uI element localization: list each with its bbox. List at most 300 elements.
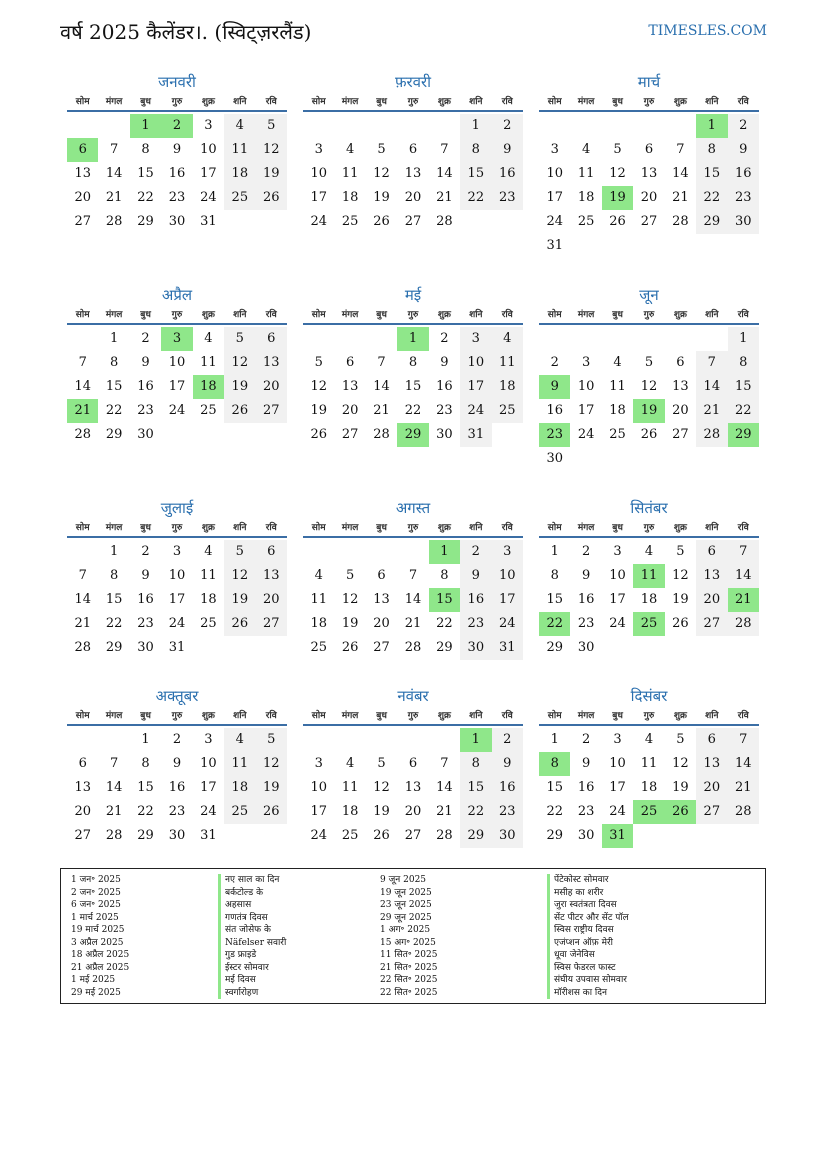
weekday-label: शनि [705, 97, 719, 107]
month-name: अगस्त [395, 499, 431, 517]
empty-cell [334, 540, 365, 564]
holiday-name: बर्कटोल्ड के [218, 887, 286, 900]
day-cell: 19 [672, 780, 689, 795]
weekday-label: बुध [376, 310, 387, 320]
weekday-label: बुध [140, 711, 151, 721]
day-cell: 2 [460, 540, 491, 564]
weekday-label: सोम [75, 97, 90, 107]
holiday-name: धूवा जेनेविस [547, 949, 629, 962]
weekday-label: रवि [501, 310, 513, 320]
day-cell-holiday: 2 [161, 114, 192, 138]
day-cell: 24 [310, 828, 327, 843]
day-cell: 12 [672, 568, 689, 583]
day-cell: 16 [728, 162, 759, 186]
day-cell-holiday: 8 [539, 752, 570, 776]
day-cell: 6 [676, 355, 685, 370]
day-cell: 7 [78, 355, 87, 370]
day-cell: 5 [676, 544, 685, 559]
day-cell: 15 [696, 162, 727, 186]
day-cell: 16 [492, 162, 523, 186]
empty-cell [67, 728, 98, 752]
day-cell: 30 [492, 824, 523, 848]
weekday-label: गुरु [643, 310, 655, 320]
weekday-label: शुक्र [201, 711, 215, 721]
empty-cell [303, 728, 334, 752]
day-cell: 23 [577, 804, 595, 819]
weekday-label: बुध [376, 97, 387, 107]
weekday-label: शुक्र [437, 310, 451, 320]
weekday-label: शनि [469, 711, 483, 721]
weekday-header [67, 708, 287, 726]
day-cell: 18 [224, 776, 255, 800]
day-cell: 10 [609, 756, 626, 771]
day-cell: 20 [74, 804, 91, 819]
day-cell: 4 [492, 327, 523, 351]
holiday-date: 21 सित॰ 2025 [380, 962, 438, 973]
empty-cell [397, 540, 428, 564]
day-cell: 19 [256, 162, 287, 186]
weekday-label: शनि [469, 523, 483, 533]
empty-cell [303, 327, 334, 351]
day-cell: 14 [74, 592, 91, 607]
empty-cell [67, 327, 98, 351]
day-cell: 5 [224, 540, 255, 564]
day-cell: 6 [78, 756, 87, 771]
day-cell: 25 [341, 214, 359, 229]
day-cell: 23 [137, 616, 154, 631]
day-cell: 28 [373, 427, 390, 442]
day-cell: 1 [460, 114, 491, 138]
day-cell: 25 [492, 399, 523, 423]
day-cell: 14 [696, 375, 727, 399]
holiday-name: मसीह का शरीर [547, 887, 629, 900]
day-cell: 28 [105, 214, 123, 229]
weekday-label: शुक्र [673, 711, 687, 721]
day-cell-holiday: 1 [429, 540, 460, 564]
day-cell: 30 [460, 636, 491, 660]
day-cell: 3 [581, 355, 591, 370]
day-cell: 5 [314, 355, 323, 370]
weekday-header [539, 520, 759, 538]
day-cell: 24 [609, 616, 626, 631]
day-cell-holiday: 26 [665, 800, 696, 824]
day-cell: 23 [436, 403, 453, 418]
day-cell: 5 [377, 756, 386, 771]
day-cell: 2 [141, 331, 150, 346]
empty-cell [303, 540, 334, 564]
holiday-name: स्विस राष्ट्रीय दिवस [547, 924, 629, 937]
weekday-label: मंगल [105, 711, 123, 721]
day-cell-holiday: 29 [397, 423, 428, 447]
day-cell: 23 [460, 612, 491, 636]
day-cell: 20 [696, 588, 727, 612]
day-cell-holiday: 15 [429, 588, 460, 612]
weekday-label: रवि [501, 97, 513, 107]
day-cell: 24 [460, 399, 491, 423]
day-cell: 11 [200, 568, 217, 583]
weekday-label: बुध [140, 310, 151, 320]
day-cell: 11 [200, 355, 217, 370]
day-cell: 9 [581, 756, 591, 771]
day-cell: 28 [74, 640, 91, 655]
day-cell: 13 [404, 780, 422, 795]
day-cell: 20 [256, 375, 287, 399]
day-cell: 4 [644, 732, 654, 747]
day-cell: 1 [550, 732, 559, 747]
day-cell: 17 [609, 780, 626, 795]
day-cell: 12 [310, 379, 327, 394]
day-cell: 17 [200, 166, 217, 181]
weekday-header [539, 94, 759, 112]
weekday-label: गुरु [643, 97, 655, 107]
day-cell: 5 [224, 327, 255, 351]
empty-cell [633, 327, 664, 351]
day-grid [67, 728, 287, 848]
day-cell: 8 [728, 351, 759, 375]
day-cell: 10 [546, 166, 563, 181]
day-cell: 18 [341, 804, 359, 819]
day-cell: 15 [546, 592, 563, 607]
day-cell: 24 [577, 427, 595, 442]
holiday-date: 23 जून 2025 [380, 900, 432, 910]
day-cell: 2 [440, 331, 449, 346]
day-cell: 15 [546, 780, 563, 795]
day-cell: 19 [373, 190, 390, 205]
day-cell: 20 [640, 190, 658, 205]
day-cell: 3 [613, 732, 622, 747]
empty-cell [67, 114, 98, 138]
day-cell-holiday: 21 [728, 588, 759, 612]
empty-cell [602, 114, 633, 138]
weekday-label: गुरु [407, 97, 419, 107]
weekday-header [539, 708, 759, 726]
day-cell: 18 [640, 592, 658, 607]
weekday-label: शनि [233, 310, 247, 320]
page-title: वर्ष 2025 कैलेंडर।. (स्विट्ज़रलैंड) [60, 20, 312, 44]
day-cell: 6 [696, 540, 727, 564]
day-cell: 20 [672, 403, 689, 418]
site-link[interactable]: TIMESLES.COM [648, 23, 767, 39]
day-cell: 1 [141, 732, 150, 747]
day-cell: 8 [109, 355, 119, 370]
day-cell: 26 [256, 186, 287, 210]
day-cell: 22 [404, 403, 422, 418]
day-cell: 7 [440, 142, 449, 157]
empty-cell [429, 728, 460, 752]
day-cell: 7 [78, 568, 87, 583]
day-cell: 7 [109, 142, 119, 157]
day-grid [539, 114, 759, 258]
day-cell: 10 [310, 780, 327, 795]
day-cell: 3 [204, 118, 213, 133]
day-cell: 26 [640, 427, 658, 442]
weekday-label: सोम [75, 711, 90, 721]
empty-cell [665, 327, 696, 351]
day-cell: 28 [436, 214, 453, 229]
day-cell: 12 [256, 138, 287, 162]
day-cell: 15 [137, 166, 154, 181]
holiday-name: एजंप्शन ऑफ़ मेरी [547, 937, 629, 950]
day-cell: 28 [436, 828, 453, 843]
holiday-name: सेंट पीटर और सेंट पॉल [547, 912, 629, 925]
weekday-label: बुध [612, 711, 623, 721]
weekday-label: गुरु [407, 711, 419, 721]
day-cell: 13 [404, 166, 422, 181]
day-cell: 18 [341, 190, 359, 205]
holiday-date: 18 अप्रैल 2025 [71, 950, 130, 960]
weekday-header [67, 307, 287, 325]
day-cell: 1 [550, 544, 559, 559]
day-cell: 14 [436, 166, 453, 181]
day-cell: 26 [224, 399, 255, 423]
day-cell: 19 [341, 616, 359, 631]
holiday-date: 2 जन॰ 2025 [71, 887, 121, 898]
day-cell: 18 [200, 592, 217, 607]
day-cell: 7 [676, 142, 685, 157]
day-cell: 13 [256, 564, 287, 588]
month-block [303, 70, 523, 234]
day-cell: 20 [696, 776, 727, 800]
day-grid [303, 540, 523, 660]
day-cell: 8 [408, 355, 418, 370]
day-cell: 26 [256, 800, 287, 824]
day-cell: 6 [408, 756, 418, 771]
day-cell: 3 [204, 732, 213, 747]
day-cell: 10 [577, 379, 595, 394]
day-cell: 29 [105, 427, 123, 442]
day-cell: 25 [341, 828, 359, 843]
day-cell: 29 [696, 210, 727, 234]
weekday-label: मंगल [105, 97, 123, 107]
day-cell: 21 [373, 403, 390, 418]
weekday-label: मंगल [105, 310, 123, 320]
day-cell: 21 [105, 190, 123, 205]
day-cell: 18 [224, 162, 255, 186]
day-cell: 19 [256, 776, 287, 800]
weekday-label: सोम [311, 711, 326, 721]
empty-cell [334, 114, 365, 138]
day-cell: 21 [696, 399, 727, 423]
day-cell: 6 [256, 327, 287, 351]
month-name: दिसंबर [630, 687, 668, 705]
day-cell: 12 [373, 166, 390, 181]
day-cell: 26 [224, 612, 255, 636]
day-cell: 15 [460, 776, 491, 800]
day-cell: 4 [224, 728, 255, 752]
weekday-label: रवि [265, 523, 277, 533]
weekday-label: शुक्र [437, 711, 451, 721]
day-cell: 29 [137, 214, 154, 229]
holiday-name: स्वर्गारोहण [218, 987, 286, 1000]
day-cell: 26 [310, 427, 327, 442]
weekday-label: बुध [140, 523, 151, 533]
day-cell: 7 [728, 728, 759, 752]
holiday-name: संत जोसेफ के [218, 924, 286, 937]
weekday-label: गुरु [171, 523, 183, 533]
empty-cell [397, 114, 428, 138]
holiday-names-left [218, 874, 286, 999]
empty-cell [366, 728, 397, 752]
day-cell: 22 [137, 804, 154, 819]
day-cell: 19 [672, 592, 689, 607]
day-cell: 10 [492, 564, 523, 588]
day-cell: 17 [609, 592, 626, 607]
day-grid [539, 540, 759, 660]
day-cell: 28 [404, 640, 422, 655]
day-cell: 16 [168, 166, 186, 181]
day-cell: 8 [141, 756, 150, 771]
empty-cell [570, 327, 601, 351]
day-cell: 14 [105, 780, 123, 795]
day-cell: 7 [728, 540, 759, 564]
day-cell: 1 [109, 544, 119, 559]
day-cell: 5 [644, 355, 654, 370]
day-cell: 27 [404, 214, 422, 229]
holiday-date: 11 सित॰ 2025 [380, 950, 438, 960]
day-cell: 17 [168, 379, 186, 394]
day-cell: 12 [224, 351, 255, 375]
day-cell: 3 [314, 756, 323, 771]
day-cell: 9 [141, 355, 150, 370]
day-cell: 3 [613, 544, 622, 559]
month-block [303, 283, 523, 447]
day-cell: 20 [404, 190, 422, 205]
weekday-header [303, 520, 523, 538]
day-cell: 10 [200, 142, 217, 157]
day-grid [303, 327, 523, 447]
day-cell: 20 [341, 403, 359, 418]
day-cell: 15 [460, 162, 491, 186]
day-cell: 4 [345, 142, 355, 157]
weekday-label: मंगल [577, 711, 595, 721]
day-cell: 14 [728, 752, 759, 776]
day-cell: 9 [581, 568, 591, 583]
weekday-header [539, 307, 759, 325]
holiday-date: 6 जन॰ 2025 [71, 900, 121, 910]
weekday-label: मंगल [105, 523, 123, 533]
day-cell: 3 [492, 540, 523, 564]
day-cell: 29 [436, 640, 453, 655]
holiday-date: 1 जन॰ 2025 [71, 875, 121, 885]
holiday-name: नए साल का दिन [218, 874, 286, 887]
month-block [539, 70, 759, 258]
day-cell: 4 [314, 568, 323, 583]
weekday-label: मंगल [341, 310, 359, 320]
empty-cell [602, 327, 633, 351]
weekday-label: बुध [376, 711, 387, 721]
day-cell: 31 [492, 636, 523, 660]
day-cell: 10 [200, 756, 217, 771]
day-cell: 12 [609, 166, 626, 181]
empty-cell [539, 114, 570, 138]
weekday-header [303, 307, 523, 325]
day-cell: 22 [460, 800, 491, 824]
day-cell: 17 [460, 375, 491, 399]
weekday-label: रवि [265, 711, 277, 721]
day-cell: 22 [105, 403, 123, 418]
holiday-dates-right [380, 874, 437, 999]
day-cell: 6 [408, 142, 418, 157]
day-cell: 19 [224, 588, 255, 612]
holiday-name: गुड फ्राइडे [218, 949, 286, 962]
weekday-header [67, 94, 287, 112]
day-cell: 17 [168, 592, 186, 607]
day-cell: 7 [408, 568, 418, 583]
day-cell: 11 [310, 592, 327, 607]
day-cell: 8 [109, 568, 119, 583]
day-cell: 22 [696, 186, 727, 210]
day-cell: 5 [256, 728, 287, 752]
day-cell: 3 [550, 142, 559, 157]
day-cell: 23 [577, 616, 595, 631]
day-cell: 13 [256, 351, 287, 375]
day-cell: 25 [577, 214, 595, 229]
day-cell: 17 [200, 780, 217, 795]
day-cell: 27 [640, 214, 658, 229]
day-cell-holiday: 22 [539, 612, 570, 636]
day-cell: 30 [436, 427, 453, 442]
empty-cell [98, 728, 129, 752]
holiday-name: जुरा स्वतंत्रता दिवस [547, 899, 629, 912]
day-cell: 12 [224, 564, 255, 588]
day-cell: 21 [436, 190, 453, 205]
day-cell: 30 [168, 828, 186, 843]
day-cell: 31 [546, 238, 563, 253]
day-cell: 8 [141, 142, 150, 157]
day-cell: 27 [696, 612, 727, 636]
weekday-label: गुरु [643, 523, 655, 533]
weekday-header [303, 708, 523, 726]
day-cell: 29 [546, 828, 563, 843]
day-cell: 25 [310, 640, 327, 655]
day-cell: 24 [546, 214, 563, 229]
holiday-legend [60, 868, 766, 1004]
day-cell: 4 [204, 544, 213, 559]
holiday-date: 1 मई 2025 [71, 975, 116, 985]
day-grid [539, 327, 759, 471]
empty-cell [397, 728, 428, 752]
holiday-date: 22 सित॰ 2025 [380, 975, 438, 985]
day-cell: 11 [341, 780, 359, 795]
weekday-label: शुक्र [673, 97, 687, 107]
weekday-label: सोम [547, 97, 562, 107]
day-cell: 25 [224, 800, 255, 824]
day-cell: 28 [74, 427, 91, 442]
day-cell: 5 [256, 114, 287, 138]
empty-cell [366, 327, 397, 351]
day-cell: 12 [640, 379, 658, 394]
weekday-label: रवि [501, 711, 513, 721]
day-cell: 4 [224, 114, 255, 138]
day-cell: 27 [373, 640, 390, 655]
day-cell: 17 [310, 804, 327, 819]
day-cell: 5 [377, 142, 386, 157]
day-cell: 30 [168, 214, 186, 229]
weekday-label: बुध [140, 97, 151, 107]
day-cell: 18 [640, 780, 658, 795]
day-cell: 27 [74, 214, 91, 229]
day-cell: 14 [74, 379, 91, 394]
day-cell-holiday: 25 [633, 800, 664, 824]
weekday-label: मंगल [577, 310, 595, 320]
weekday-label: शुक्र [437, 523, 451, 533]
day-cell: 9 [172, 142, 182, 157]
weekday-header [67, 520, 287, 538]
day-cell: 13 [341, 379, 359, 394]
day-cell: 20 [404, 804, 422, 819]
weekday-label: रवि [265, 97, 277, 107]
day-cell: 7 [109, 756, 119, 771]
